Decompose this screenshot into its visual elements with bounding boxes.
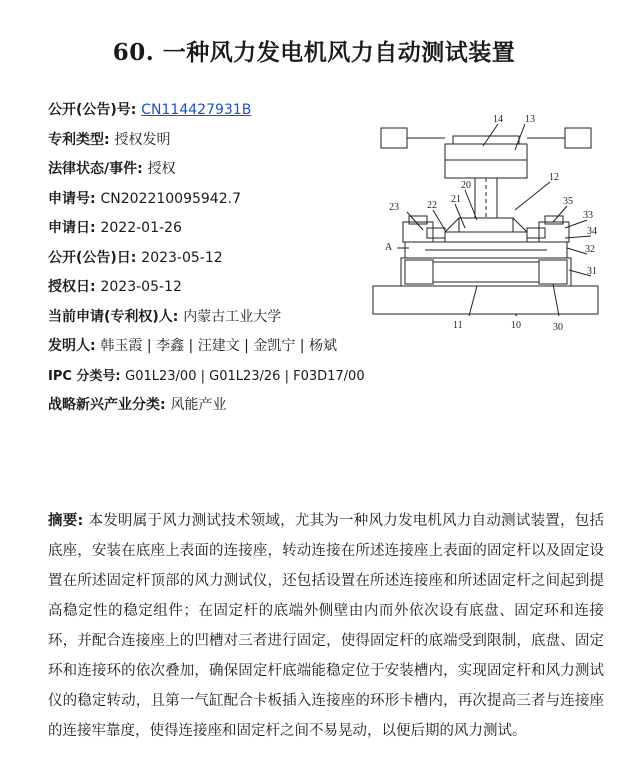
- pub-date-value: 2023-05-12: [141, 249, 223, 266]
- label-a: A: [385, 242, 393, 253]
- app-date-row: [48, 214, 378, 244]
- applicant-label: 当前申请(专利权)人:: [48, 308, 184, 325]
- grant-date-value: 2023-05-12: [100, 279, 182, 295]
- pub-date-label: 公开(公告)日:: [48, 249, 142, 266]
- industry-value: 风能产业: [170, 397, 227, 413]
- label-11: 11: [453, 320, 463, 331]
- app-date-label: 申请日:: [48, 220, 101, 236]
- industry-row: [48, 391, 378, 421]
- app-date-value: 2022-01-26: [100, 220, 182, 236]
- label-20: 20: [461, 180, 471, 191]
- pub-no-link[interactable]: CN114427931B: [141, 102, 252, 118]
- app-no-value: CN202210095942.7: [100, 190, 241, 207]
- ipc-label: IPC 分类号:: [48, 368, 126, 384]
- inventor-row: [48, 332, 378, 362]
- status-row: [48, 155, 378, 185]
- abstract-text: 本发明属于风力测试技术领域，尤其为一种风力发电机风力自动测试装置，包括底座，安装在底座上表面的连接座，转动连接在所述连接座上表面的固定杆以及固定设置在所述固定杆顶部的风力测试仪，还包括设置在所述连接座和所述固定杆之间起到提高稳定性的稳定组件；在固定杆的底端外侧壁由内而外依次设有底盘、固定环和连接环，并配合连接座上的凹槽对三者进行固定，使得固定杆的底端受到限制，底盘、固定环和连接环的依次叠加，确保固定杆底端能稳定位于安装槽内，实现固定杆和风力测试仪的稳定转动，且第一气缸配合卡板插入连接座的环形卡槽内，再次提高三者与连接座的连接牢靠度，使得连接座和固定杆之间不易晃动，以便后期的风力测试。: [48, 513, 604, 739]
- ipc-row: [48, 362, 378, 392]
- page-title: 60. 一种风力发电机风力自动测试装置: [112, 39, 516, 66]
- type-row: [48, 126, 378, 156]
- pub-no-label: 公开(公告)号:: [48, 102, 142, 118]
- label-22: 22: [427, 200, 437, 211]
- pub-date-row: [48, 244, 378, 274]
- base-plate: [373, 286, 598, 314]
- label-23: 23: [389, 202, 399, 213]
- patent-metadata: [48, 96, 378, 421]
- label-13: 13: [525, 114, 535, 125]
- status-label: 法律状态/事件:: [48, 161, 148, 177]
- label-12: 12: [549, 172, 559, 183]
- type-value: 授权发明: [114, 131, 171, 148]
- label-31: 31: [587, 266, 597, 277]
- industry-label: 战略新兴产业分类:: [48, 397, 171, 413]
- abstract-label: 摘要:: [48, 513, 89, 529]
- grant-date-label: 授权日:: [48, 279, 101, 295]
- inventor-label: 发明人:: [48, 338, 101, 354]
- label-32: 32: [585, 244, 595, 255]
- label-10: 10: [511, 320, 521, 331]
- grant-date-row: [48, 273, 378, 303]
- inventor-value: 韩玉霞 | 李鑫 | 汪建文 | 金凯宁 | 杨斌: [100, 338, 337, 354]
- label-21: 21: [451, 194, 461, 205]
- pub-no-row: [48, 96, 378, 126]
- app-no-label: 申请号:: [48, 190, 101, 207]
- applicant-row: [48, 303, 378, 333]
- patent-drawing: [365, 110, 605, 342]
- label-14: 14: [493, 114, 503, 125]
- abstract: [48, 506, 604, 746]
- label-35: 35: [563, 196, 573, 207]
- label-33: 33: [583, 210, 593, 221]
- label-30: 30: [553, 322, 563, 333]
- app-no-row: [48, 185, 378, 215]
- label-34: 34: [587, 226, 597, 237]
- status-value: 授权: [147, 161, 176, 177]
- applicant-value: 内蒙古工业大学: [183, 308, 282, 325]
- type-label: 专利类型:: [48, 131, 115, 148]
- ipc-value: G01L23/00 | G01L23/26 | F03D17/00: [125, 368, 365, 384]
